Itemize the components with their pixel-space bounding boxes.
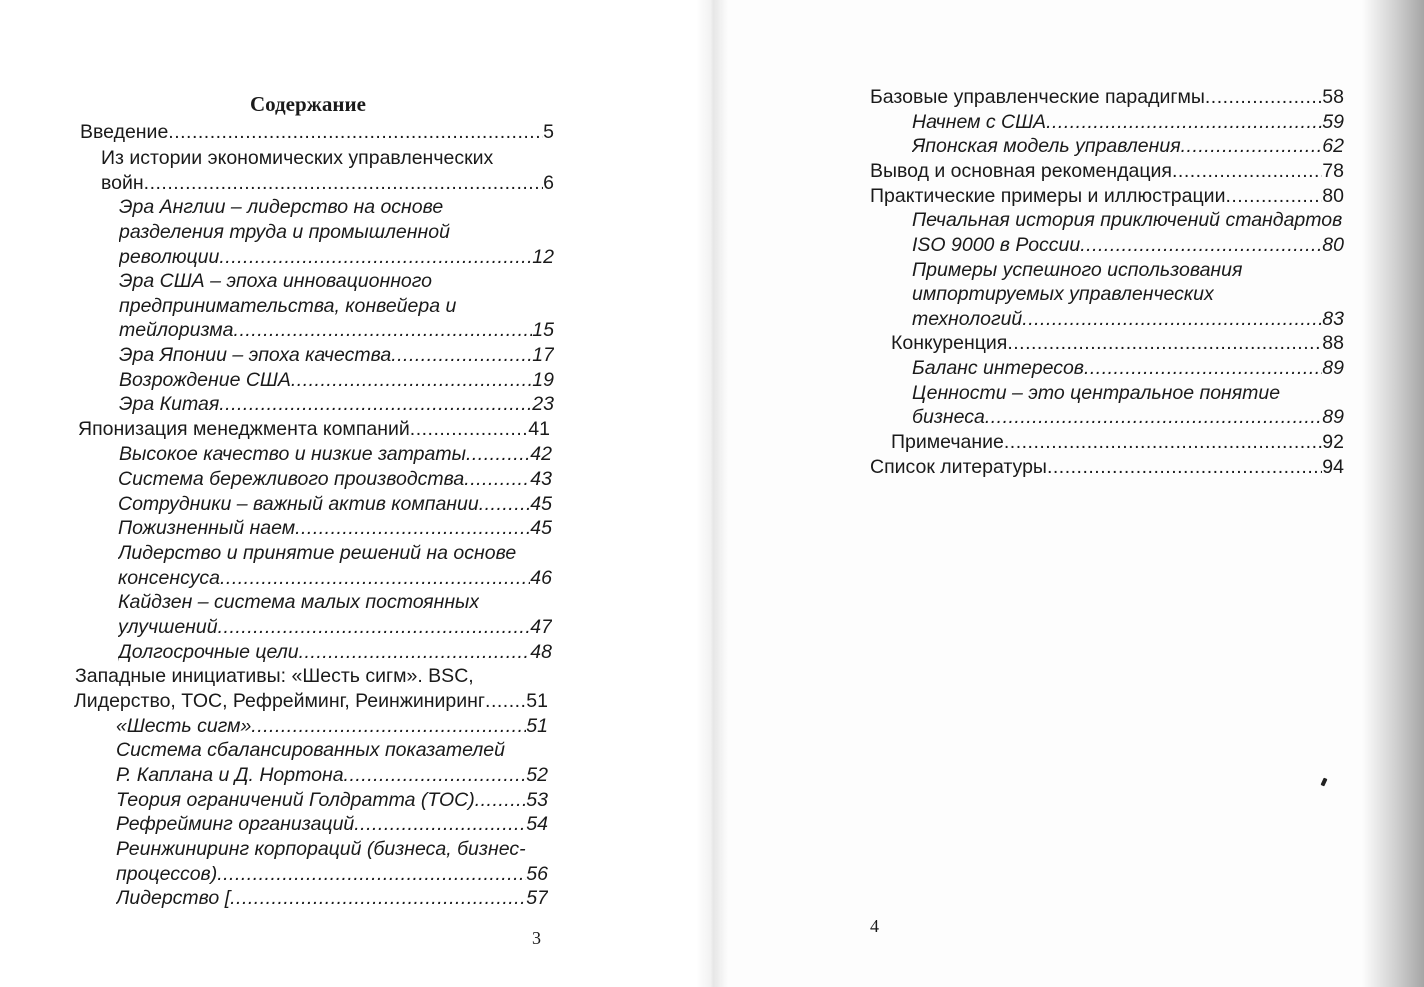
toc-entry: Реинжиниринг корпораций (бизнеса, бизнес- <box>116 838 526 860</box>
toc-entry: Эра Китая ..... 23 <box>119 392 554 416</box>
toc-entry: разделения труда и промышленной <box>119 221 450 243</box>
toc-entry: «Шесть сигм» ..... 51 <box>116 714 548 738</box>
toc-entry: импортируемых управленческих <box>912 283 1214 305</box>
toc-entry: Эра Англии – лидерство на основе <box>119 196 444 218</box>
toc-entry: Высокое качество и низкие затраты ..... 42 <box>119 442 552 466</box>
toc-entry: Примеры успешного использования <box>912 259 1243 281</box>
toc-right <box>712 0 1424 987</box>
toc-entry: Практические примеры и иллюстрации ..... 80 <box>870 184 1344 208</box>
toc-entry: ISO 9000 в России ..... 80 <box>912 233 1344 257</box>
toc-entry: Эра Японии – эпоха качества ..... 17 <box>119 343 554 367</box>
toc-entry: Японская модель управления ..... 62 <box>912 134 1344 158</box>
toc-entry: Рефрейминг организаций ..... 54 <box>116 812 548 836</box>
toc-entry: Система сбалансированных показателей <box>116 739 505 761</box>
toc-entry: Список литературы ..... 94 <box>870 455 1344 479</box>
toc-entry: Теория ограничений Голдратта (TOC) ..... 53 <box>116 788 548 812</box>
toc-entry: войн ..... 6 <box>101 171 554 195</box>
toc-entry: Р. Каплана и Д. Нортона ..... 52 <box>116 763 548 787</box>
toc-entry: процессов) ..... 56 <box>116 862 548 886</box>
toc-entry: Примечание ..... 92 <box>891 430 1344 454</box>
toc-entry: Ценности – это центральное понятие <box>912 382 1281 404</box>
book-gutter <box>696 0 728 987</box>
toc-entry: консенсуса ..... 46 <box>118 566 552 590</box>
page-number: 3 <box>532 928 541 948</box>
toc-entry: Начнем с США ..... 59 <box>912 110 1344 134</box>
toc-entry: Из истории экономических управленческих <box>101 147 494 169</box>
toc-entry: Лидерство и принятие решений на основе <box>118 542 517 564</box>
toc-entry: Базовые управленческие парадигмы ..... 58 <box>870 85 1344 109</box>
toc-entry: Введение ..... 5 <box>80 120 554 144</box>
toc-entry: Кайдзен – система малых постоянных <box>118 591 480 613</box>
toc-entry: предпринимательства, конвейера и <box>119 295 457 317</box>
right-page <box>712 0 1424 987</box>
toc-entry: бизнеса ..... 89 <box>912 405 1344 429</box>
toc-entry: Пожизненный наем ..... 45 <box>118 516 552 540</box>
toc-entry: Лидерство, TOC, Рефрейминг, Реинжиниринг ..... 51 <box>74 689 548 713</box>
toc-entry: Баланс интересов ..... 89 <box>912 356 1344 380</box>
toc-entry: Долгосрочные цели ..... 48 <box>118 640 552 664</box>
toc-entry: революции ..... 12 <box>119 245 554 269</box>
toc-entry: Возрождение США ..... 19 <box>119 368 554 392</box>
toc-entry: технологий ..... 83 <box>912 307 1344 331</box>
page-number: 4 <box>870 916 879 936</box>
toc-entry: улучшений ..... 47 <box>118 615 552 639</box>
toc-entry: Сотрудники – важный актив компании ..... 45 <box>118 492 552 516</box>
toc-title: Содержание <box>250 92 366 116</box>
page-edge-shadow <box>1362 0 1424 987</box>
toc-entry: Японизация менеджмента компаний ..... 41 <box>78 417 550 441</box>
toc-entry: Лидерство [ ..... 57 <box>116 886 548 910</box>
toc-entry: Конкуренция ..... 88 <box>891 331 1344 355</box>
toc-entry: Печальная история приключений стандартов <box>912 209 1343 231</box>
toc-entry: Эра США – эпоха инновационного <box>119 270 433 292</box>
toc-entry: Система бережливого производства ..... 43 <box>118 467 552 491</box>
toc-entry: Западные инициативы: «Шесть сигм». BSC, <box>75 665 474 687</box>
toc-entry: Вывод и основная рекомендация ..... 78 <box>870 159 1344 183</box>
toc-entry: тейлоризма ..... 15 <box>119 318 554 342</box>
